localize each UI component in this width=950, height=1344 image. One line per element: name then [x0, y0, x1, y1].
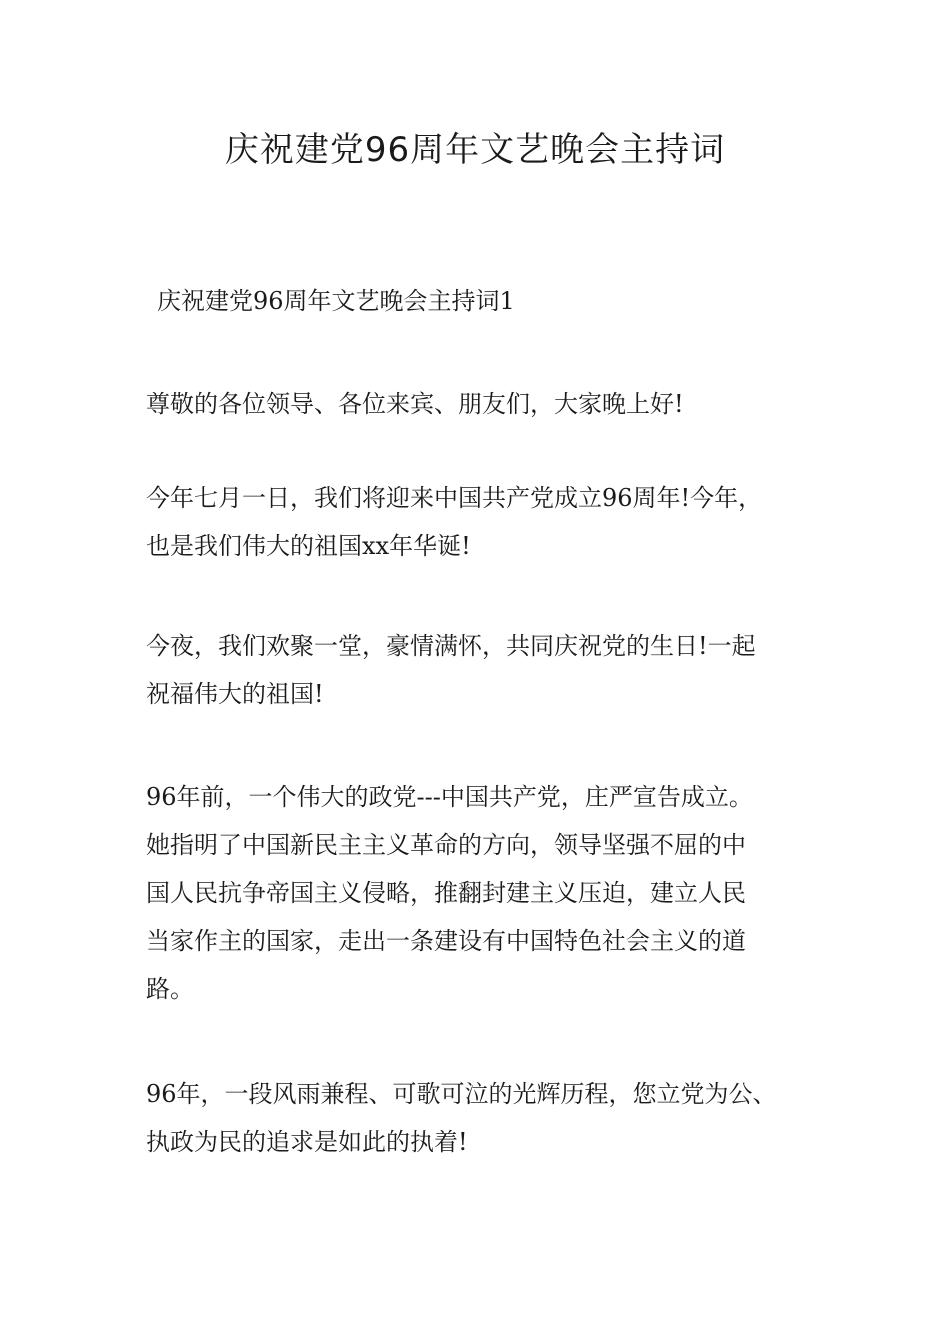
- paragraph-line: 国人民抗争帝国主义侵略，推翻封建主义压迫，建立人民: [146, 879, 746, 907]
- paragraph-line: 今夜，我们欢聚一堂，豪情满怀，共同庆祝党的生日!一起: [146, 632, 756, 660]
- section-subtitle: 庆祝建党96周年文艺晚会主持词1: [157, 287, 515, 315]
- paragraph-line: 也是我们伟大的祖国xx年华诞!: [146, 532, 471, 560]
- paragraph-history: [146, 773, 836, 1013]
- paragraph-celebration: [146, 622, 836, 718]
- paragraph-line: 尊敬的各位领导、各位来宾、朋友们，大家晚上好!: [146, 390, 684, 418]
- paragraph-greeting: [146, 380, 836, 428]
- paragraph-anniversary: [146, 474, 836, 570]
- paragraph-line: 祝福伟大的祖国!: [146, 680, 324, 708]
- paragraph-line: 96年前，一个伟大的政党---中国共产党，庄严宣告成立。: [146, 783, 753, 811]
- paragraph-line: 执政为民的追求是如此的执着!: [146, 1128, 468, 1156]
- paragraph-line: 当家作主的国家，走出一条建设有中国特色社会主义的道: [146, 927, 746, 955]
- paragraph-line: 路。: [146, 975, 194, 1003]
- paragraph-line: 96年，一段风雨兼程、可歌可泣的光辉历程，您立党为公、: [146, 1080, 777, 1108]
- paragraph-line: 今年七月一日，我们将迎来中国共产党成立96周年!今年，: [146, 484, 763, 512]
- paragraph-line: 她指明了中国新民主主义革命的方向，领导坚强不屈的中: [146, 831, 746, 859]
- paragraph-journey: [146, 1070, 836, 1166]
- document-title: 庆祝建党96周年文艺晚会主持词: [224, 130, 726, 170]
